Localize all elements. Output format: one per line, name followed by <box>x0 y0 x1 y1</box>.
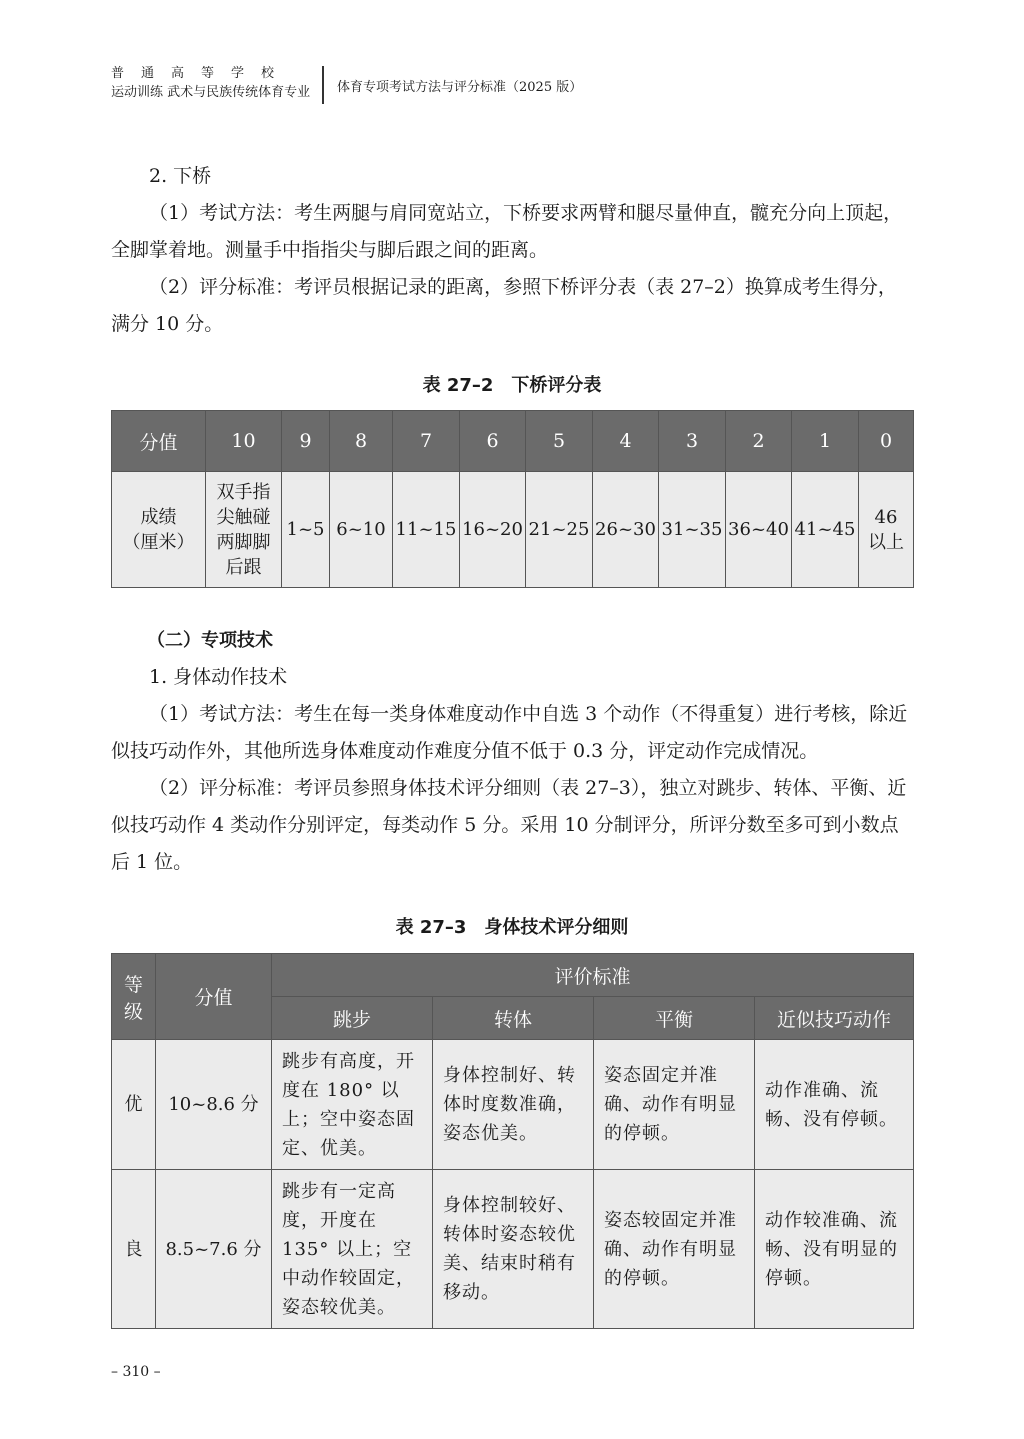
criteria-cell: 身体控制较好、转体时姿态较优美、结束时稍有移动。 <box>433 1170 594 1329</box>
paragraph: （2）评分标准：考评员根据记录的距离，参照下桥评分表（表 27–2）换算成考生得分，满分 10 分。 <box>111 276 897 335</box>
header-left <box>111 64 311 102</box>
table-cell: 21~25 <box>526 472 593 588</box>
paragraph: （1）考试方法：考生两腿与肩同宽站立，下桥要求两臂和腿尽量伸直，髋充分向上顶起，全脚掌着地。测量手中指指尖与脚后跟之间的距离。 <box>111 202 903 261</box>
table-caption: 表 27–3 身体技术评分细则 <box>395 917 629 938</box>
table-row <box>112 1040 914 1170</box>
table-cell: 36~40 <box>726 472 792 588</box>
criteria-cell: 姿态固定并准确、动作有明显的停顿。 <box>594 1040 755 1170</box>
table-cell: 6~10 <box>330 472 393 588</box>
criteria-cell: 动作较准确、流畅、没有明显的停顿。 <box>755 1170 914 1329</box>
row-label-cell <box>112 472 206 588</box>
criteria-cell: 动作准确、流畅、没有停顿。 <box>755 1040 914 1170</box>
section-heading: （二）专项技术 <box>147 630 273 651</box>
header-line: 等 <box>123 973 143 996</box>
header-cell: 5 <box>526 411 593 472</box>
header-book-title: 体育专项考试方法与评分标准（2025 版） <box>337 80 583 95</box>
section-technique <box>111 622 913 881</box>
table-row <box>112 472 914 588</box>
section-title: 2. 下桥 <box>149 165 212 187</box>
table-header-row <box>112 411 914 472</box>
table-header-row <box>112 954 914 997</box>
table-cell: 41~45 <box>792 472 859 588</box>
row-label-line: 成绩 <box>140 506 177 528</box>
cell-line: 后跟 <box>225 556 262 578</box>
xiaqiao-score-table <box>111 410 914 588</box>
table-cell: 1~5 <box>282 472 330 588</box>
section-title: 1. 身体动作技术 <box>149 666 288 688</box>
table-cell: 16~20 <box>460 472 526 588</box>
header-cell: 3 <box>659 411 726 472</box>
criteria-cell: 姿态较固定并准确、动作有明显的停顿。 <box>594 1170 755 1329</box>
page-number: – 310 – <box>111 1364 161 1380</box>
table-cell <box>859 472 914 588</box>
row-label-line: （厘米） <box>122 531 195 553</box>
header-cell: 0 <box>859 411 914 472</box>
cell-line: 双手指 <box>216 481 271 503</box>
header-cell: 转体 <box>433 997 594 1040</box>
cell-line: 两脚脚 <box>216 531 271 553</box>
criteria-cell: 跳步有高度，开度在 180° 以上；空中姿态固定、优美。 <box>272 1040 433 1170</box>
cell-line: 46 <box>874 506 898 528</box>
paragraph: （1）考试方法：考生在每一类身体难度动作中自选 3 个动作（不得重复）进行考核，除近似技巧动作外，其他所选身体难度动作难度分值不低于 0.3 分，评定动作完成情况。 <box>111 703 908 762</box>
cell-line: 以上 <box>868 531 904 553</box>
section-xiaqiao <box>111 158 913 343</box>
table-cell: 11~15 <box>393 472 460 588</box>
header-cell: 10 <box>206 411 282 472</box>
header-major: 运动训练 武术与民族传统体育专业 <box>111 85 311 100</box>
header-cell: 6 <box>460 411 526 472</box>
table-cell: 31~35 <box>659 472 726 588</box>
header-cell: 跳步 <box>272 997 433 1040</box>
header-cell-score: 分值 <box>156 954 272 1040</box>
header-line: 级 <box>123 1000 143 1023</box>
table-row <box>112 1170 914 1329</box>
header-cell: 近似技巧动作 <box>755 997 914 1040</box>
criteria-cell: 身体控制好、转体时度数准确，姿态优美。 <box>433 1040 594 1170</box>
table-caption: 表 27–2 下桥评分表 <box>422 375 602 396</box>
criteria-cell: 跳步有一定高度，开度在 135° 以上；空中动作较固定，姿态较优美。 <box>272 1170 433 1329</box>
table-cell: 26~30 <box>593 472 659 588</box>
header-cell-criteria: 评价标准 <box>272 954 914 997</box>
score-cell: 10~8.6 分 <box>156 1040 272 1170</box>
header-cell: 9 <box>282 411 330 472</box>
header-school-type: 普通高等学校 <box>111 66 292 81</box>
header-cell: 2 <box>726 411 792 472</box>
paragraph: （2）评分标准：考评员参照身体技术评分细则（表 27–3），独立对跳步、转体、平衡、近似技巧动作 4 类动作分别评定，每类动作 5 分。采用 10 分制评分，所评分数至多可到小数点后 1 位。 <box>111 777 907 873</box>
technique-criteria-table <box>111 953 914 1329</box>
header-cell: 7 <box>393 411 460 472</box>
header-cell-grade <box>112 954 156 1040</box>
grade-cell: 良 <box>112 1170 156 1329</box>
grade-cell: 优 <box>112 1040 156 1170</box>
header-cell: 分值 <box>112 411 206 472</box>
table-cell <box>206 472 282 588</box>
header-divider <box>322 66 324 104</box>
header-cell: 1 <box>792 411 859 472</box>
score-cell: 8.5~7.6 分 <box>156 1170 272 1329</box>
cell-line: 尖触碰 <box>216 506 271 528</box>
header-cell: 平衡 <box>594 997 755 1040</box>
header-cell: 4 <box>593 411 659 472</box>
header-cell: 8 <box>330 411 393 472</box>
